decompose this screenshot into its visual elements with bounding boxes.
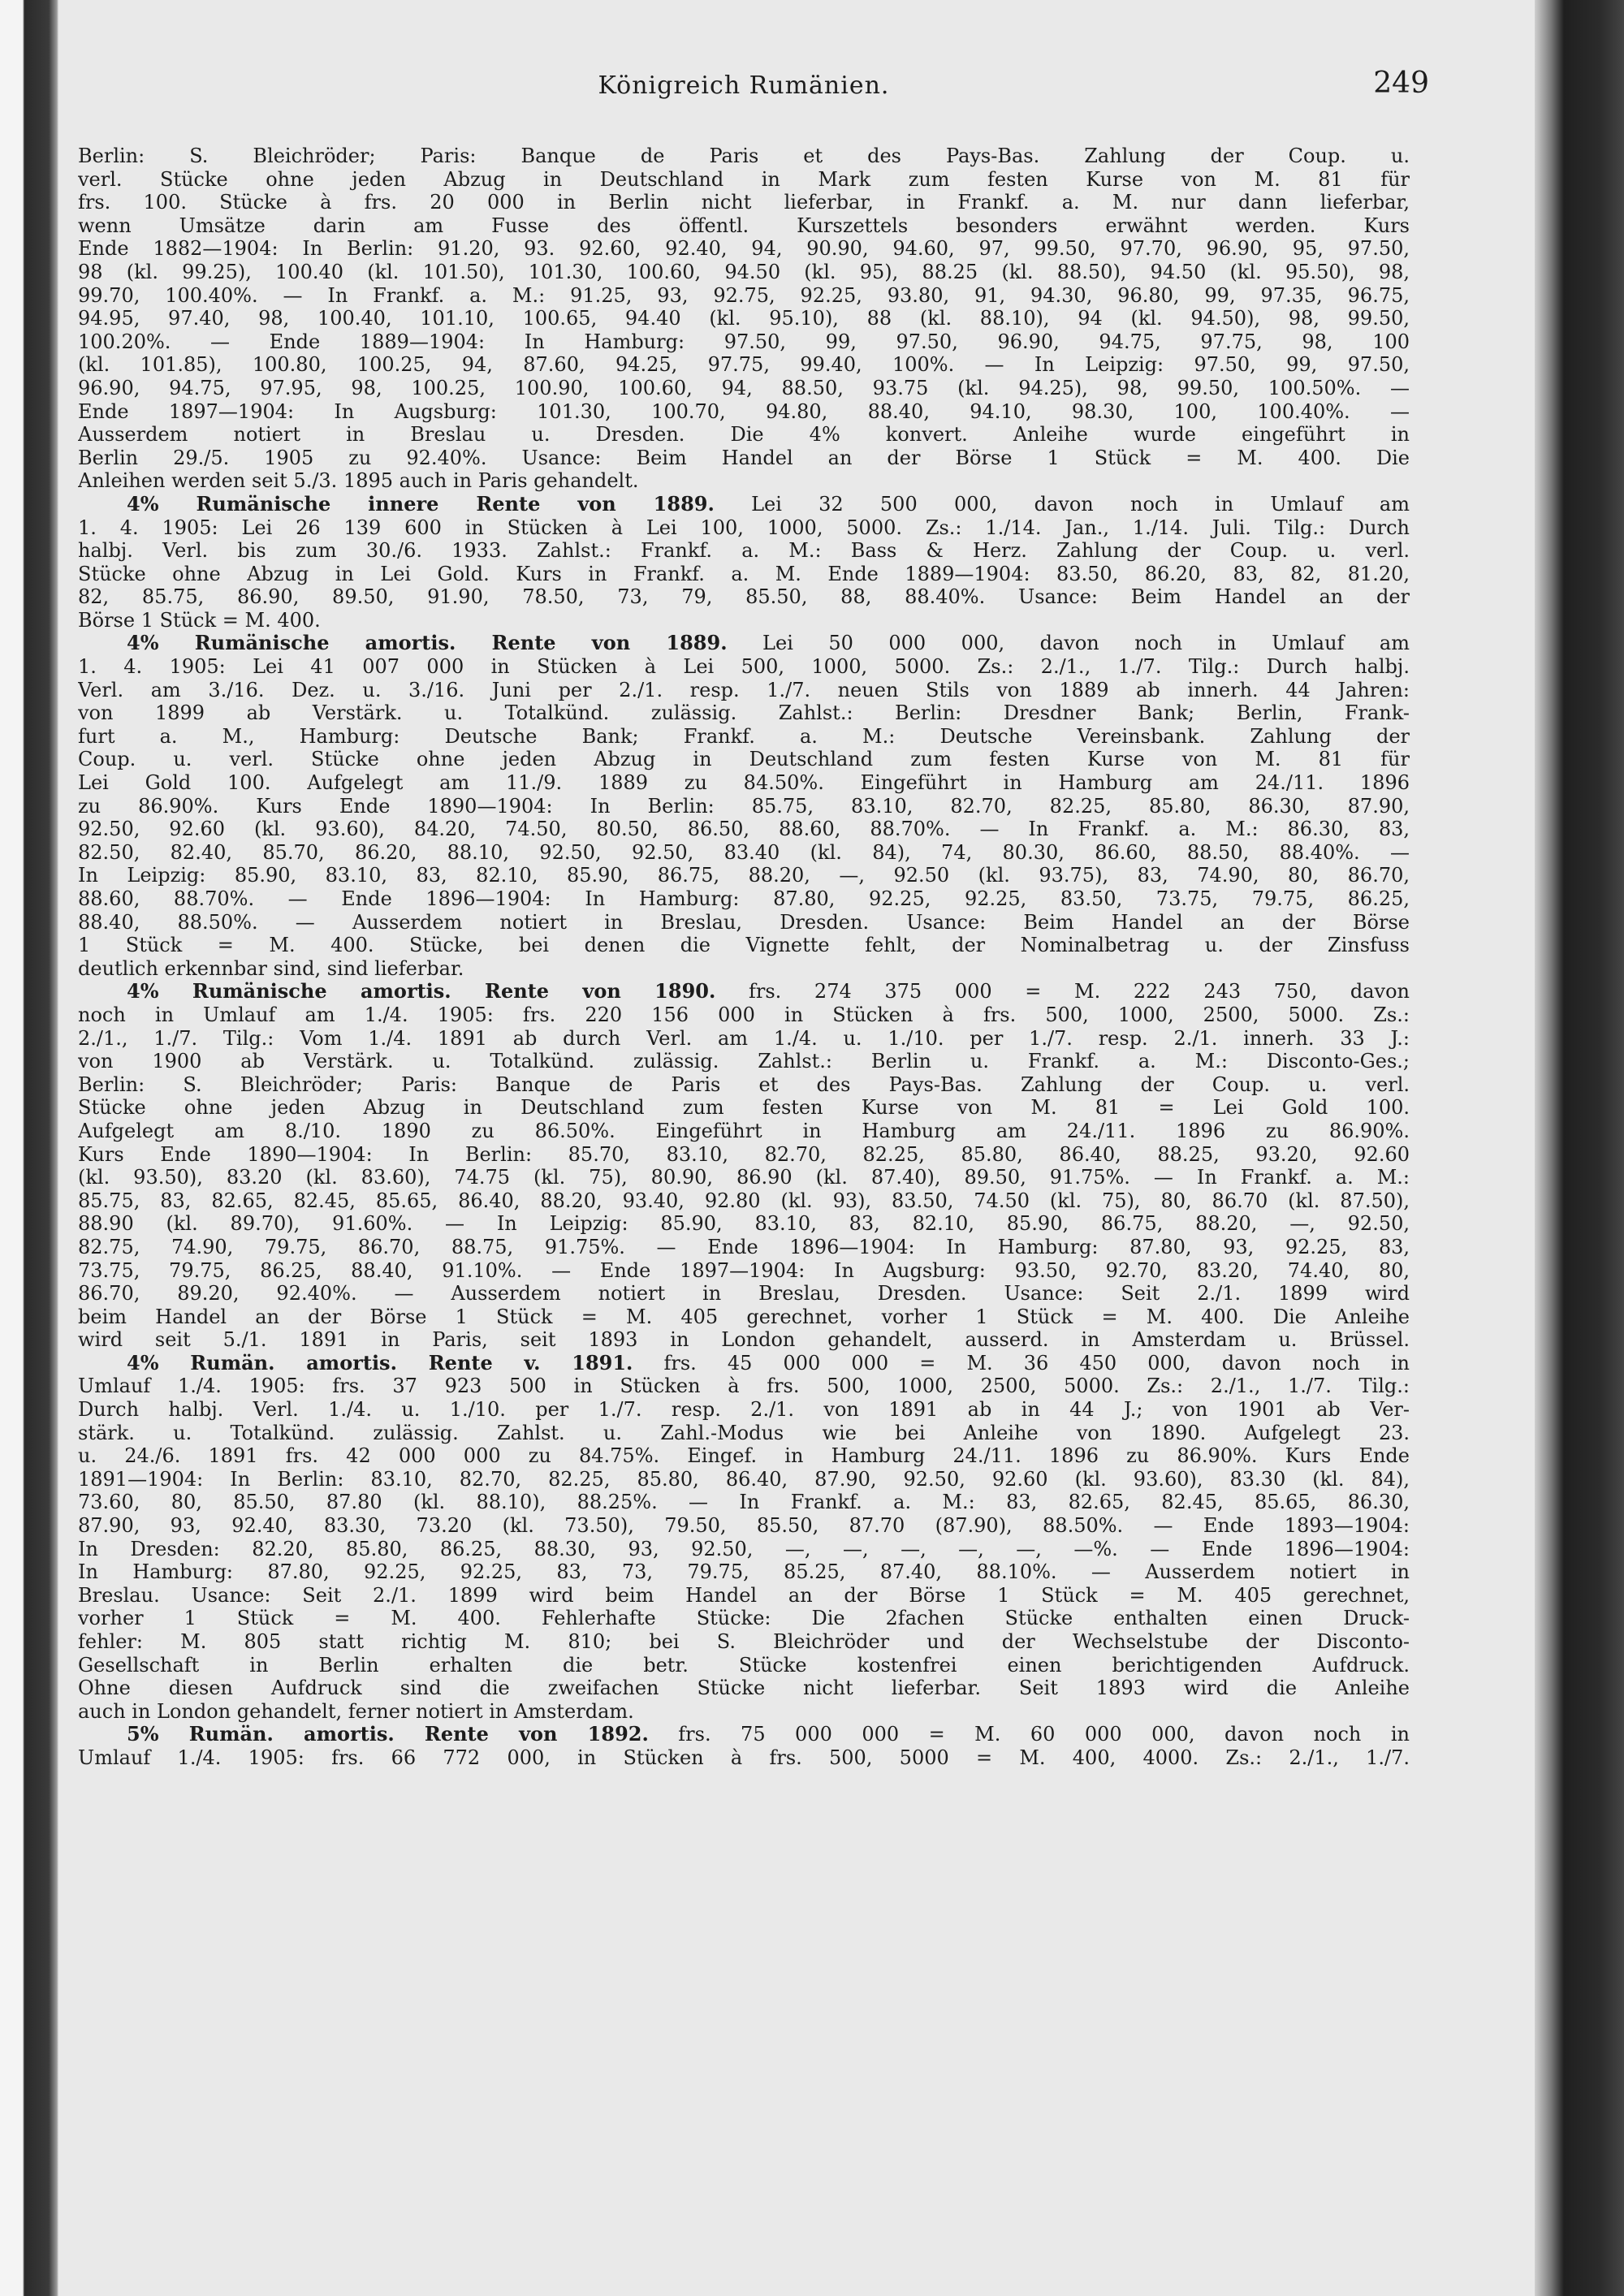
bond-title: 5% Rumän. amortis. Rente von 1892. (127, 1723, 649, 1746)
page-number: 249 (1373, 67, 1429, 100)
body-text (78, 145, 1410, 1770)
text-line: 1. 4. 1905: Lei 26 139 600 in Stücken à Lei 100, 1000, 5000. Zs.: 1./14. Jan., 1./14. Juli. Tilg.: Durch (78, 516, 1410, 539)
text-line: noch in Umlauf am 1./4. 1905: frs. 220 156 000 in Stücken à frs. 500, 1000, 2500, 5000. Zs.: (78, 1003, 1410, 1026)
text-line: Ohne diesen Aufdruck sind die zweifachen Stücke nicht lieferbar. Seit 1893 wird die Anleihe (78, 1677, 1410, 1700)
text-line: verl. Stücke ohne jeden Abzug in Deutschland in Mark zum festen Kurse von M. 81 für (78, 167, 1410, 191)
text-line: Lei Gold 100. Aufgelegt am 11./9. 1889 zu 84.50%. Eingeführt in Hamburg am 24./11. 1896 (78, 771, 1410, 795)
text-line: Durch halbj. Verl. 1./4. u. 1./10. per 1./7. resp. 2./1. von 1891 ab in 44 J.; von 1901 ab Ver- (78, 1398, 1410, 1422)
text-line: Ende 1897—1904: In Augsburg: 101.30, 100.70, 94.80, 88.40, 94.10, 98.30, 100, 100.40%. — (78, 399, 1410, 423)
bond-title: 4% Rumänische amortis. Rente von 1890. (127, 980, 716, 1003)
running-head (78, 67, 1429, 112)
text-line: 2./1., 1./7. Tilg.: Vom 1./4. 1891 ab durch Verl. am 1./4. u. 1./10. per 1./7. resp. 2./1. innerh. 33 J.: (78, 1026, 1410, 1050)
text-line: Verl. am 3./16. Dez. u. 3./16. Juni per 2./1. resp. 1./7. neuen Stils von 1889 ab innerh. 44 Jahren: (78, 678, 1410, 701)
text-line: furt a. M., Hamburg: Deutsche Bank; Frankf. a. M.: Deutsche Vereinsbank. Zahlung der (78, 724, 1410, 748)
text-line: Börse 1 Stück = M. 400. (78, 608, 321, 632)
book-page (78, 0, 1429, 2296)
text-line: u. 24./6. 1891 frs. 42 000 000 zu 84.75%. Eingef. in Hamburg 24./11. 1896 zu 86.90%. Kurs Ende (78, 1444, 1410, 1468)
bond-title: 4% Rumänische amortis. Rente von 1889. (127, 632, 728, 655)
text-line: Berlin 29./5. 1905 zu 92.40%. Usance: Beim Handel an der Börse 1 Stück = M. 400. Die (78, 446, 1410, 469)
text-line: zu 86.90%. Kurs Ende 1890—1904: In Berlin: 85.75, 83.10, 82.70, 82.25, 85.80, 86.30, 87.90, (78, 794, 1410, 818)
scan-binding-edge-right (1535, 0, 1624, 2296)
text-line: wenn Umsätze darin am Fusse des öffentl. Kurszettels besonders erwähnt werden. Kurs (78, 214, 1410, 237)
text-line: Ausserdem notiert in Breslau u. Dresden. Die 4% konvert. Anleihe wurde eingeführt in (78, 423, 1410, 447)
text-line: 82.50, 82.40, 85.70, 86.20, 88.10, 92.50, 92.50, 83.40 (kl. 84), 74, 80.30, 86.60, 88.50, 88.40%. — (78, 840, 1410, 864)
text-line: 94.95, 97.40, 98, 100.40, 101.10, 100.65, 94.40 (kl. 95.10), 88 (kl. 88.10), 94 (kl. 94.50), 98, 99.50, (78, 307, 1410, 330)
section-heading-line: 4% Rumänische amortis. Rente von 1889. Lei 50 000 000, davon noch in Umlauf am (127, 632, 1410, 655)
text-line: 100.20%. — Ende 1889—1904: In Hamburg: 97.50, 99, 97.50, 96.90, 94.75, 97.75, 98, 100 (78, 330, 1410, 353)
text-line: Berlin: S. Bleichröder; Paris: Banque de Paris et des Pays-Bas. Zahlung der Coup. u. verl. (78, 1072, 1410, 1096)
text-line: von 1900 ab Verstärk. u. Totalkünd. zulässig. Zahlst.: Berlin u. Frankf. a. M.: Disconto-Ges.; (78, 1050, 1410, 1073)
text-line: Aufgelegt am 8./10. 1890 zu 86.50%. Eingeführt in Hamburg am 24./11. 1896 zu 86.90%. (78, 1119, 1410, 1142)
text-line: 88.40, 88.50%. — Ausserdem notiert in Breslau, Dresden. Usance: Beim Handel an der Börse (78, 910, 1410, 934)
bond-title: 4% Rumän. amortis. Rente v. 1891. (127, 1351, 633, 1375)
text-line: In Leipzig: 85.90, 83.10, 83, 82.10, 85.90, 86.75, 88.20, —, 92.50 (kl. 93.75), 83, 74.90, 80, 86.70, (78, 864, 1410, 887)
text-line: Kurs Ende 1890—1904: In Berlin: 85.70, 83.10, 82.70, 82.25, 85.80, 86.40, 88.25, 93.20, 92.60 (78, 1142, 1410, 1166)
text-line: (kl. 101.85), 100.80, 100.25, 94, 87.60, 94.25, 97.75, 99.40, 100%. — In Leipzig: 97.50, 99, 97.50, (78, 353, 1410, 377)
scan-binding-edge-left (0, 0, 58, 2296)
text-line: Anleihen werden seit 5./3. 1895 auch in Paris gehandelt. (78, 469, 639, 493)
text-line: 96.90, 94.75, 97.95, 98, 100.25, 100.90, 100.60, 94, 88.50, 93.75 (kl. 94.25), 98, 99.50, 100.50%. — (78, 376, 1410, 399)
text-line: 73.60, 80, 85.50, 87.80 (kl. 88.10), 88.25%. — In Frankf. a. M.: 83, 82.65, 82.45, 85.65, 86.30, (78, 1491, 1410, 1514)
text-line: Breslau. Usance: Seit 2./1. 1899 wird beim Handel an der Börse 1 Stück = M. 405 gerechnet, (78, 1583, 1410, 1607)
text-line: vorher 1 Stück = M. 400. Fehlerhafte Stücke: Die 2fachen Stücke enthalten einen Druck- (78, 1607, 1410, 1630)
text-line: wird seit 5./1. 1891 in Paris, seit 1893 in London gehandelt, ausserd. in Amsterdam u. Brüssel. (78, 1328, 1410, 1352)
text-line: In Dresden: 82.20, 85.80, 86.25, 88.30, 93, 92.50, —, —, —, —, —, —%. — Ende 1896—1904: (78, 1537, 1410, 1560)
section-heading-line: 4% Rumän. amortis. Rente v. 1891. frs. 45 000 000 = M. 36 450 000, davon noch in (127, 1351, 1410, 1375)
text-line: 82.75, 74.90, 79.75, 86.70, 88.75, 91.75%. — Ende 1896—1904: In Hamburg: 87.80, 93, 92.25, 83, (78, 1235, 1410, 1258)
text-line: frs. 100. Stücke à frs. 20 000 in Berlin nicht lieferbar, in Frankf. a. M. nur dann lieferbar, (78, 191, 1410, 214)
text-line: 99.70, 100.40%. — In Frankf. a. M.: 91.25, 93, 92.75, 92.25, 93.80, 91, 94.30, 96.80, 99, 97.35, 96.75, (78, 283, 1410, 307)
bond-title: 4% Rumänische innere Rente von 1889. (127, 492, 715, 516)
running-title: Königreich Rumänien. (598, 71, 890, 100)
text-line: halbj. Verl. bis zum 30./6. 1933. Zahlst.: Frankf. a. M.: Bass & Herz. Zahlung der Coup. u. verl. (78, 539, 1410, 563)
text-line: beim Handel an der Börse 1 Stück = M. 405 gerechnet, vorher 1 Stück = M. 400. Die Anleihe (78, 1305, 1410, 1328)
text-line: 92.50, 92.60 (kl. 93.60), 84.20, 74.50, 80.50, 86.50, 88.60, 88.70%. — In Frankf. a. M.: 86.30, 83, (78, 818, 1410, 841)
text-line: In Hamburg: 87.80, 92.25, 92.25, 83, 73, 79.75, 85.25, 87.40, 88.10%. — Ausserdem notiert in (78, 1560, 1410, 1584)
text-line: Umlauf 1./4. 1905: frs. 66 772 000, in Stücken à frs. 500, 5000 = M. 400, 4000. Zs.: 2./1., 1./7. (78, 1746, 1410, 1769)
section-heading-line: 4% Rumänische amortis. Rente von 1890. frs. 274 375 000 = M. 222 243 750, davon (127, 980, 1410, 1003)
text-line: von 1899 ab Verstärk. u. Totalkünd. zulässig. Zahlst.: Berlin: Dresdner Bank; Berlin, Frank- (78, 701, 1410, 725)
text-line: 88.90 (kl. 89.70), 91.60%. — In Leipzig: 85.90, 83.10, 83, 82.10, 85.90, 86.75, 88.20, —, 92.50, (78, 1212, 1410, 1236)
text-line: 86.70, 89.20, 92.40%. — Ausserdem notiert in Breslau, Dresden. Usance: Seit 2./1. 1899 wird (78, 1282, 1410, 1306)
text-line: 98 (kl. 99.25), 100.40 (kl. 101.50), 101.30, 100.60, 94.50 (kl. 95), 88.25 (kl. 88.50), 94.50 (kl. 95.50), 98, (78, 260, 1410, 283)
text-line: deutlich erkennbar sind, sind lieferbar. (78, 956, 464, 980)
text-line: Stücke ohne jeden Abzug in Deutschland zum festen Kurse von M. 81 = Lei Gold 100. (78, 1096, 1410, 1120)
text-line: fehler: M. 805 statt richtig M. 810; bei S. Bleichröder und der Wechselstube der Disconto- (78, 1630, 1410, 1653)
text-line: 87.90, 93, 92.40, 83.30, 73.20 (kl. 73.50), 79.50, 85.50, 87.70 (87.90), 88.50%. — Ende 1893—1904: (78, 1514, 1410, 1538)
text-line: 88.60, 88.70%. — Ende 1896—1904: In Hamburg: 87.80, 92.25, 92.25, 83.50, 73.75, 79.75, 86.25, (78, 887, 1410, 910)
text-line: 1. 4. 1905: Lei 41 007 000 in Stücken à Lei 500, 1000, 5000. Zs.: 2./1., 1./7. Tilg.: Durch halbj. (78, 655, 1410, 679)
text-line: auch in London gehandelt, ferner notiert in Amsterdam. (78, 1699, 634, 1723)
text-line: 82, 85.75, 86.90, 89.50, 91.90, 78.50, 73, 79, 85.50, 88, 88.40%. Usance: Beim Handel an der (78, 585, 1410, 609)
text-line: 1 Stück = M. 400. Stücke, bei denen die Vignette fehlt, der Nominalbetrag u. der Zinsfuss (78, 934, 1410, 957)
text-line: 85.75, 83, 82.65, 82.45, 85.65, 86.40, 88.20, 93.40, 92.80 (kl. 93), 83.50, 74.50 (kl. 75), 80, 86.70 (kl. 87.50), (78, 1189, 1410, 1212)
text-line: Ende 1882—1904: In Berlin: 91.20, 93. 92.60, 92.40, 94, 90.90, 94.60, 97, 99.50, 97.70, 96.90, 95, 97.50, (78, 237, 1410, 261)
text-line: Stücke ohne Abzug in Lei Gold. Kurs in Frankf. a. M. Ende 1889—1904: 83.50, 86.20, 83, 82, 81.20, (78, 562, 1410, 585)
text-line: Berlin: S. Bleichröder; Paris: Banque de Paris et des Pays-Bas. Zahlung der Coup. u. (78, 145, 1410, 167)
text-line: (kl. 93.50), 83.20 (kl. 83.60), 74.75 (kl. 75), 80.90, 86.90 (kl. 87.40), 89.50, 91.75%. — In Frankf. a. M.: (78, 1166, 1410, 1189)
section-heading-line: 4% Rumänische innere Rente von 1889. Lei 32 500 000, davon noch in Umlauf am (127, 492, 1410, 516)
text-line: Coup. u. verl. Stücke ohne jeden Abzug in Deutschland zum festen Kurse von M. 81 für (78, 748, 1410, 771)
section-heading-line: 5% Rumän. amortis. Rente von 1892. frs. 75 000 000 = M. 60 000 000, davon noch in (127, 1723, 1410, 1746)
text-line: 1891—1904: In Berlin: 83.10, 82.70, 82.25, 85.80, 86.40, 87.90, 92.50, 92.60 (kl. 93.60), 83.30 (kl. 84), (78, 1467, 1410, 1491)
text-line: Gesellschaft in Berlin erhalten die betr. Stücke kostenfrei einen berichtigenden Aufdruck. (78, 1653, 1410, 1677)
text-line: 73.75, 79.75, 86.25, 88.40, 91.10%. — Ende 1897—1904: In Augsburg: 93.50, 92.70, 83.20, 74.40, 80, (78, 1258, 1410, 1282)
text-line: Umlauf 1./4. 1905: frs. 37 923 500 in Stücken à frs. 500, 1000, 2500, 5000. Zs.: 2./1., 1./7. Tilg.: (78, 1375, 1410, 1398)
text-line: stärk. u. Totalkünd. zulässig. Zahlst. u. Zahl.-Modus wie bei Anleihe von 1890. Aufgelegt 23. (78, 1421, 1410, 1444)
